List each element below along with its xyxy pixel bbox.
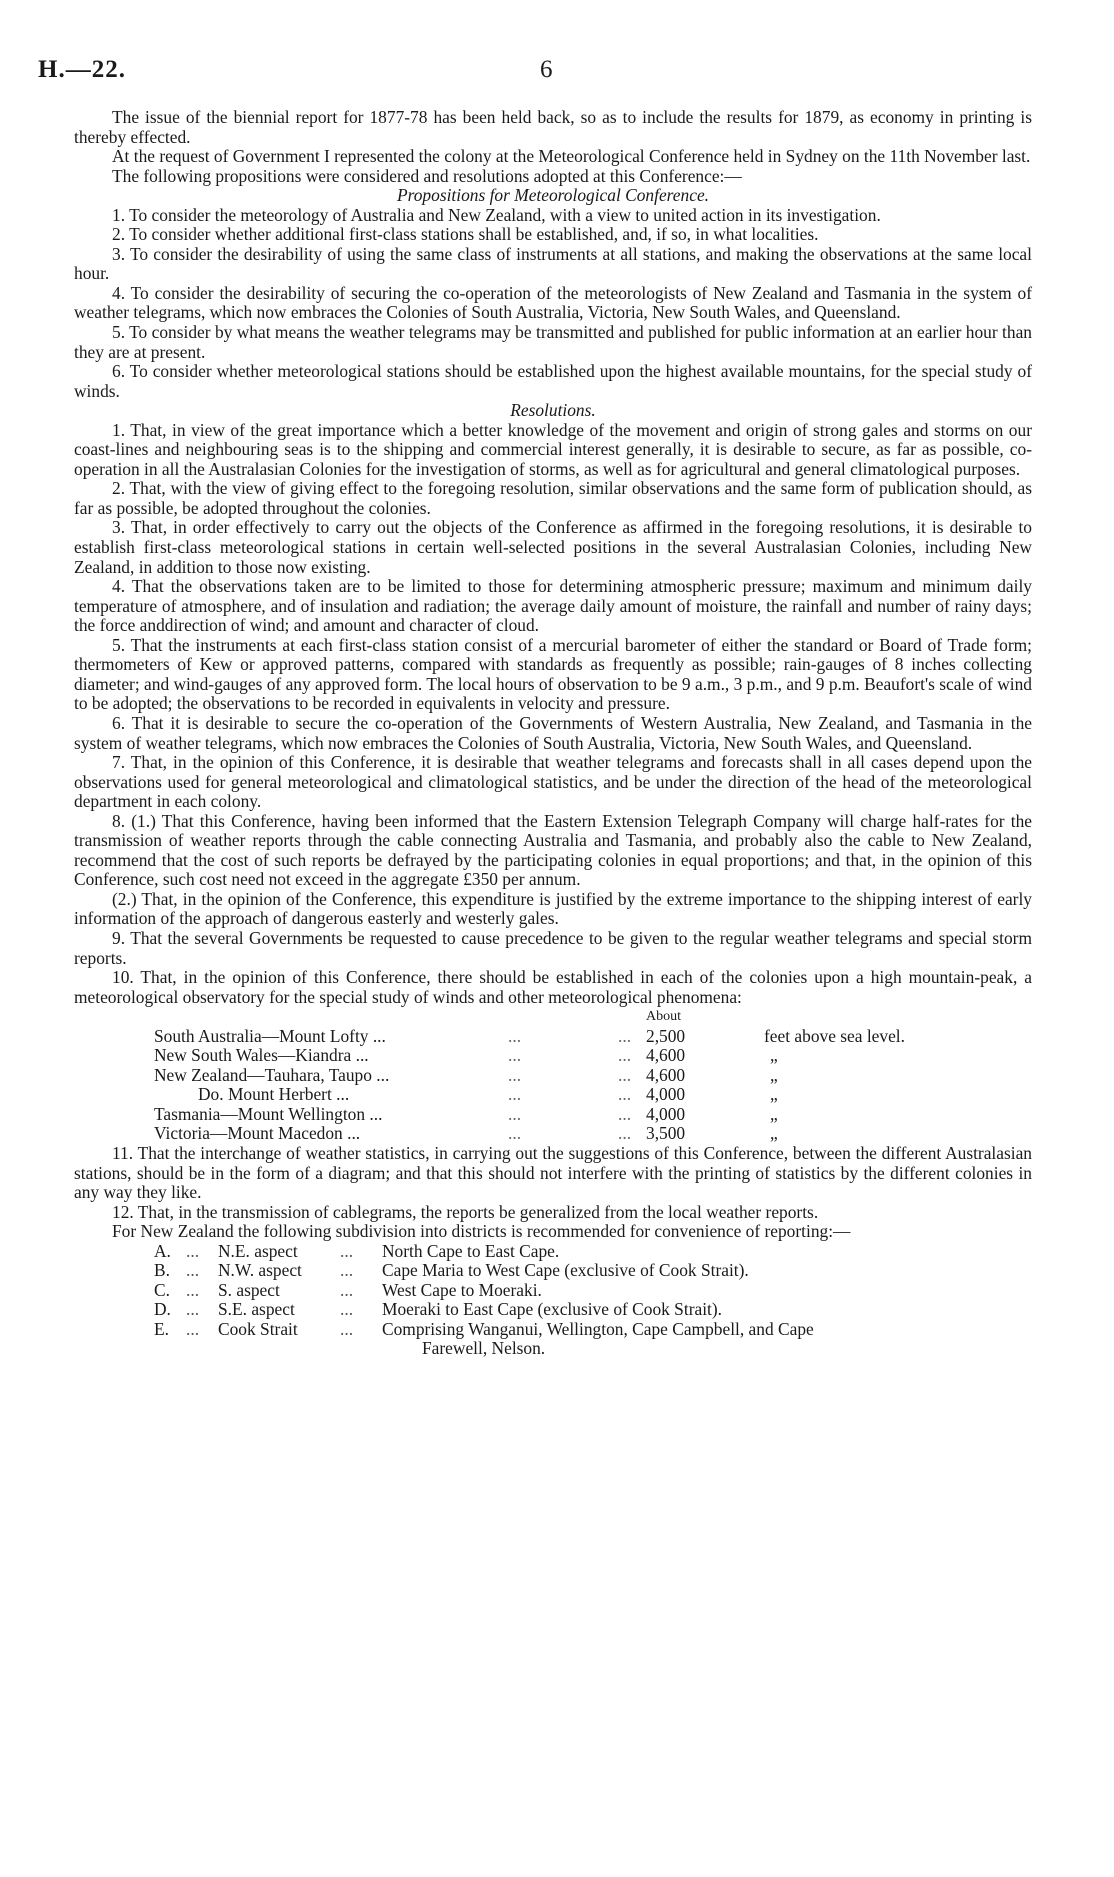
resolution: 6. That it is desirable to secure the co-operation of the Governments of Western Australia, New Zealand, and Tasmania in the system of weather telegrams, which now embraces the Colonies of South Australia, Victoria, New South Wales, and Queensland. [74, 712, 1032, 753]
document-reference: H.—22. [38, 56, 126, 83]
unit-cell [764, 1124, 905, 1144]
district-description [382, 1300, 1002, 1320]
resolution: 3. That, in order effectively to carry out the objects of the Conference as affirmed in the foregoing resolutions, it is desirable to establish first-class meteorological stations in certain well-selected positions in the several Australasian Colonies, including New Zealand, in addition to those now existing. [74, 517, 1032, 577]
table-row [154, 1281, 1002, 1301]
unit-cell [764, 1046, 905, 1066]
proposition: 6. To consider whether meteorological stations should be established upon the highest available mountains, for the special study of winds. [74, 361, 1032, 401]
height-cell: 3,500 [646, 1123, 686, 1144]
place-cell: Victoria—Mount Macedon ... [154, 1123, 361, 1144]
proposition: 1. To consider the meteorology of Australia and New Zealand, with a view to united action in its investigation. [112, 204, 881, 225]
district-aspect: S.E. aspect [218, 1299, 295, 1320]
ditto-mark: „ [770, 1064, 778, 1085]
unit-cell [764, 1066, 905, 1086]
district-letter: A. [154, 1240, 171, 1261]
district-description [382, 1242, 1002, 1262]
unit-cell: feet above sea level. [764, 1025, 905, 1046]
about-label: About [646, 1009, 681, 1025]
leader-dots: ... [186, 1240, 200, 1261]
district-aspect: N.E. aspect [218, 1240, 298, 1261]
unit-cell [764, 1105, 905, 1125]
description-continuation: Farewell, Nelson. [422, 1338, 546, 1359]
district-letter: B. [154, 1260, 170, 1281]
resolution: 11. That the interchange of weather statistics, in carrying out the suggestions of this Conference, between the different Australasian stations, should be in the form of a diagram; and that this should not interfere with the printing of statistics by the different colonies in any way they like. [74, 1142, 1032, 1203]
table-row [154, 1261, 1002, 1281]
leader-dots: ... [340, 1299, 354, 1320]
district-letter: C. [154, 1279, 170, 1300]
resolution: 7. That, in the opinion of this Conference, it is desirable that weather telegrams and forecasts shall in all cases depend upon the observations used for general meteorological and climatological statistics, and be under the direction of the head of the meteorological department in each colony. [74, 752, 1032, 812]
leader-dots: ... [618, 1064, 632, 1085]
leader-dots: ... [340, 1318, 354, 1339]
leader-dots: ... [618, 1123, 632, 1144]
district-description [382, 1281, 1002, 1301]
place-cell: Tasmania—Mount Wellington ... [154, 1103, 383, 1124]
page-body [74, 108, 1032, 1359]
leader-dots: ... [186, 1318, 200, 1339]
leader-dots: ... [508, 1123, 522, 1144]
proposition: 4. To consider the desirability of securing the co-operation of the meteorologists of New Zealand and Tasmania in the system of weather telegrams, which now embraces the Colonies of South Australia, Victoria, New South Wales, and Queensland. [74, 282, 1032, 323]
place-cell: South Australia—Mount Lofty ... [154, 1025, 386, 1046]
leader-dots: ... [186, 1299, 200, 1320]
district-table [154, 1242, 1002, 1359]
leader-dots: ... [186, 1279, 200, 1300]
table-row [154, 1046, 905, 1066]
page-number: 6 [540, 56, 553, 83]
district-letter: D. [154, 1299, 171, 1320]
table-row [154, 1300, 1002, 1320]
paragraph: For New Zealand the following subdivision into districts is recommended for convenience of reporting:— [112, 1221, 851, 1242]
district-description [382, 1320, 1002, 1359]
mountain-table [154, 1007, 905, 1144]
leader-dots: ... [186, 1260, 200, 1281]
height-cell: 4,000 [646, 1103, 686, 1124]
description-text: Cape Maria to West Cape (exclusive of Cook Strait). [382, 1260, 749, 1281]
paragraph: At the request of Government I represented the colony at the Meteorological Conference held in Sydney on the 11th November last. [112, 146, 1031, 167]
height-cell: 4,600 [646, 1045, 686, 1066]
ditto-mark: „ [770, 1123, 778, 1144]
section-heading: Propositions for Meteorological Conference. [396, 185, 710, 206]
table-header-row [154, 1007, 905, 1027]
proposition: 2. To consider whether additional first-class stations shall be established, and, if so, in what localities. [112, 224, 819, 245]
leader-dots: ... [508, 1064, 522, 1085]
resolution: 5. That the instruments at each first-class station consist of a mercurial barometer of either the standard or Board of Trade form; thermometers of Kew or approved patterns, compared with standards as frequently as possible; rain-gauges of 8 inches collecting diameter; and wind-gauges of any approved form. The local hours of observation to be 9 a.m., 3 p.m., and 9 p.m. Beaufort's scale of wind to be adopted; the observations to be recorded in equivalents in velocity and pressure. [74, 634, 1032, 714]
leader-dots: ... [340, 1240, 354, 1261]
description-text: West Cape to Moeraki. [382, 1279, 542, 1300]
table-row [154, 1066, 905, 1086]
place-cell: New South Wales—Kiandra ... [154, 1045, 369, 1066]
resolution: (2.) That, in the opinion of the Conference, this expenditure is justified by the extreme importance to the shipping interest of early information of the approach of dangerous easterly and westerly gales. [74, 888, 1032, 929]
leader-dots: ... [508, 1084, 522, 1105]
table-row [154, 1124, 905, 1144]
resolution: 2. That, with the view of giving effect to the foregoing resolution, similar observations and the same form of publication should, as far as possible, be adopted throughout the colonies. [74, 478, 1032, 518]
table-row [154, 1242, 1002, 1262]
proposition: 5. To consider by what means the weather telegrams may be transmitted and published for public information at an earlier hour than they are at present. [74, 322, 1032, 362]
place-cell: Do. Mount Herbert ... [198, 1084, 350, 1105]
ditto-mark: „ [770, 1103, 778, 1124]
leader-dots: ... [340, 1279, 354, 1300]
leader-dots: ... [618, 1084, 632, 1105]
resolution: 1. That, in view of the great importance which a better knowledge of the movement and origin of strong gales and storms on our coast-lines and neighbouring seas is to the shipping and commercial interest generally, it is desirable to secure, as far as possible, co-operation in all the Australasian Colonies for the investigation of storms, as well as for agricultural and general climatological purposes. [74, 419, 1032, 479]
leader-dots: ... [508, 1045, 522, 1066]
description-text: North Cape to East Cape. [382, 1240, 560, 1261]
section-heading: Resolutions. [510, 400, 596, 421]
description-text: Moeraki to East Cape (exclusive of Cook Strait). [382, 1299, 723, 1320]
resolution: 12. That, in the transmission of cablegrams, the reports be generalized from the local weather reports. [112, 1201, 819, 1222]
resolution: 8. (1.) That this Conference, having been informed that the Eastern Extension Telegraph Company will charge half-rates for the transmission of weather reports through the cable connecting Australia and Tasmania, and probably also the cable to New Zealand, recommend that the cost of such reports be defrayed by the participating colonies in equal proportions; and that, in the opinion of this Conference, such cost need not exceed in the aggregate £350 per annum. [74, 810, 1032, 890]
resolution: 9. That the several Governments be requested to cause precedence to be given to the regular weather telegrams and special storm reports. [74, 927, 1032, 968]
height-cell: 4,600 [646, 1064, 686, 1085]
height-cell: 2,500 [646, 1025, 686, 1046]
leader-dots: ... [340, 1260, 354, 1281]
paragraph: The issue of the biennial report for 1877-78 has been held back, so as to include the results for 1879, as economy in printing is thereby effected. [74, 107, 1032, 147]
height-cell: 4,000 [646, 1084, 686, 1105]
table-row [154, 1085, 905, 1105]
proposition: 3. To consider the desirability of using the same class of instruments at all stations, and making the observations at the same local hour. [74, 243, 1032, 284]
district-aspect: S. aspect [218, 1279, 280, 1300]
leader-dots: ... [508, 1025, 522, 1046]
ditto-mark: „ [770, 1045, 778, 1066]
resolution: 10. That, in the opinion of this Conference, there should be established in each of the colonies upon a high mountain-peak, a meteorological observatory for the special study of winds and other meteorological phenomena: [74, 967, 1032, 1007]
table-row [154, 1027, 905, 1047]
resolution: 4. That the observations taken are to be limited to those for determining atmospheric pressure; maximum and minimum daily temperature of atmosphere, and of insulation and radiation; the average daily amount of moisture, the rainfall and number of rainy days; the force anddirection of wind; and amount and character of cloud. [74, 576, 1032, 636]
leader-dots: ... [618, 1045, 632, 1066]
table-row [154, 1320, 1002, 1359]
district-description [382, 1261, 1002, 1281]
leader-dots: ... [618, 1103, 632, 1124]
description-text: Comprising Wanganui, Wellington, Cape Campbell, and Cape [382, 1318, 814, 1339]
table-row [154, 1105, 905, 1125]
paragraph: The following propositions were considered and resolutions adopted at this Conference:— [112, 165, 742, 186]
leader-dots: ... [508, 1103, 522, 1124]
unit-cell [764, 1085, 905, 1105]
place-cell: New Zealand—Tauhara, Taupo ... [154, 1064, 390, 1085]
ditto-mark: „ [770, 1084, 778, 1105]
district-letter: E. [154, 1318, 169, 1339]
district-aspect: Cook Strait [218, 1318, 298, 1339]
district-aspect: N.W. aspect [218, 1260, 302, 1281]
leader-dots: ... [618, 1025, 632, 1046]
